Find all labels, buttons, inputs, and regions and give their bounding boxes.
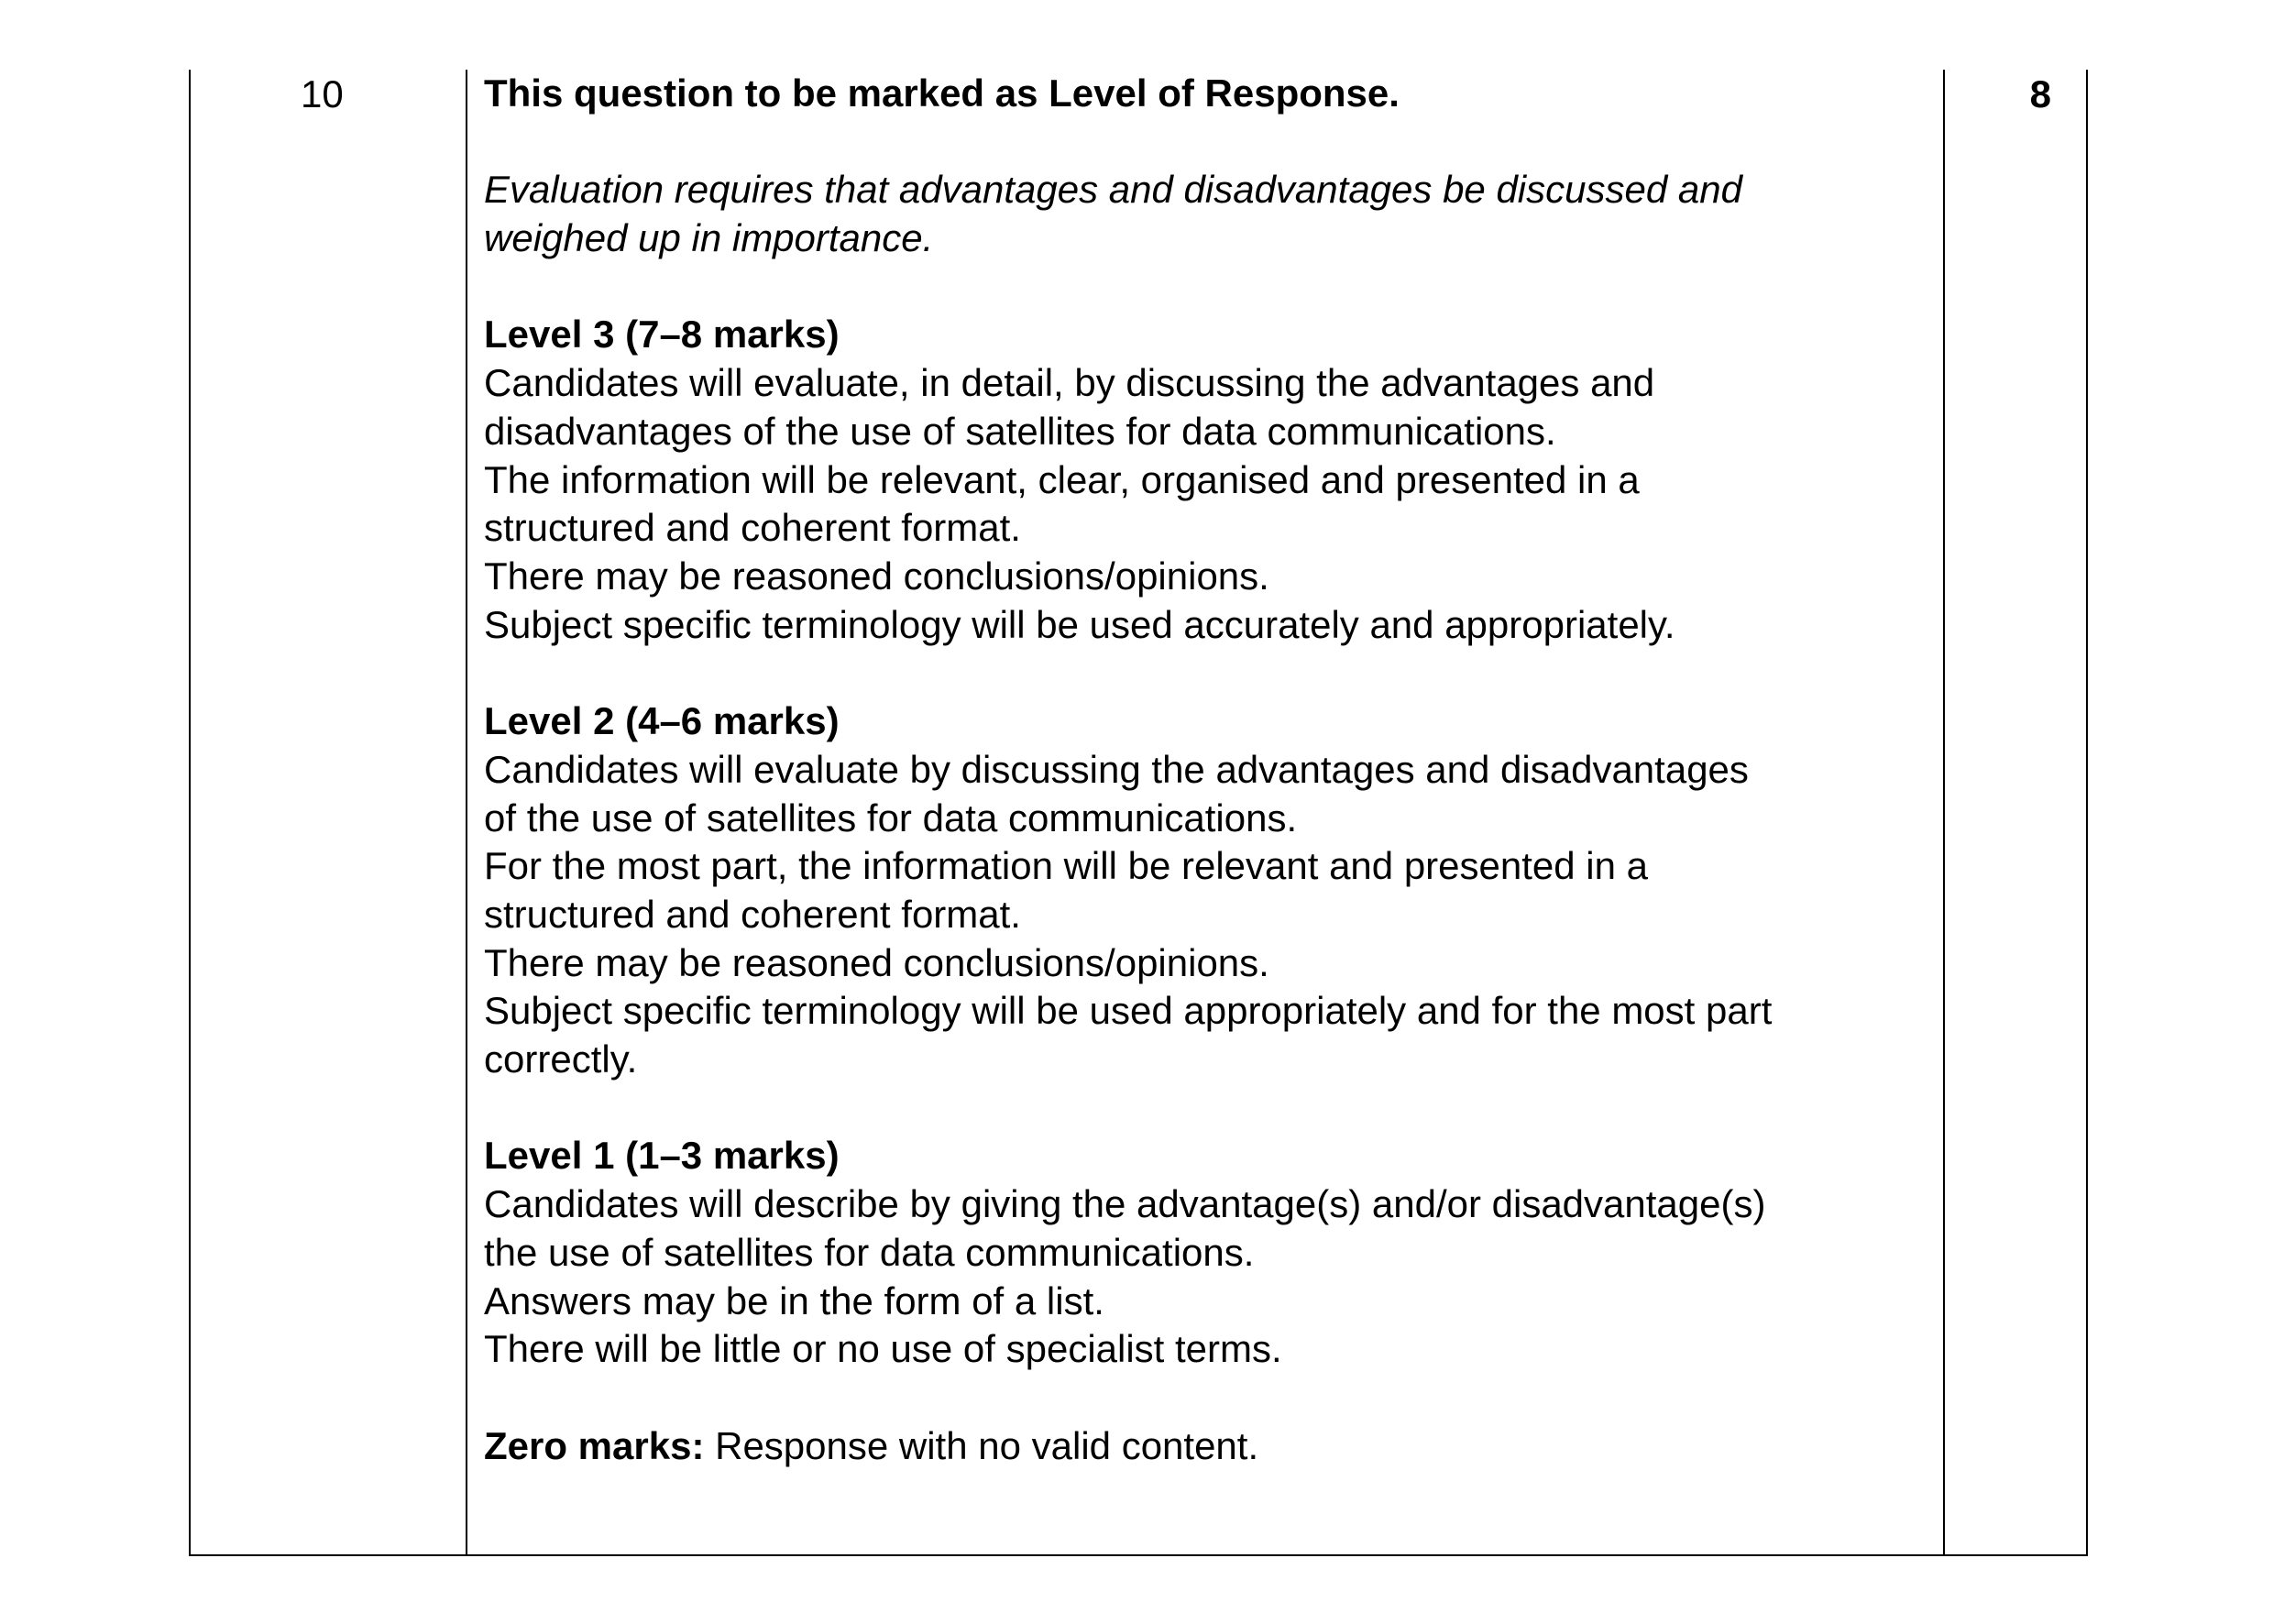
level-3-line: structured and coherent format. — [484, 506, 1021, 550]
level-1-heading: Level 1 (1–3 marks) — [484, 1134, 840, 1178]
level-2-line: Candidates will evaluate by discussing the advantages and disadvantages — [484, 747, 1749, 791]
level-2-line: For the most part, the information will be relevant and presented in a — [484, 844, 1649, 888]
level-1-line: There will be little or no use of specialist terms. — [484, 1327, 1282, 1371]
zero-marks-text: Response with no valid content. — [704, 1423, 1259, 1467]
mark-scheme-table — [189, 70, 2088, 1556]
level-3-line: Candidates will evaluate, in detail, by discussing the advantages and — [484, 361, 1655, 405]
level-3-heading: Level 3 (7–8 marks) — [484, 313, 840, 357]
level-3-line: The information will be relevant, clear, organised and presented in a — [484, 457, 1640, 501]
level-3-line: There may be reasoned conclusions/opinions. — [484, 554, 1269, 598]
level-1-line: the use of satellites for data communications. — [484, 1230, 1255, 1274]
level-3-line: Subject specific terminology will be used accurately and appropriately. — [484, 602, 1675, 646]
level-2-heading: Level 2 (4–6 marks) — [484, 699, 840, 743]
level-2-line: Subject specific terminology will be used appropriately and for the most part — [484, 989, 1773, 1033]
zero-marks-label: Zero marks: — [484, 1423, 705, 1467]
level-3-line: disadvantages of the use of satellites for data communications. — [484, 409, 1556, 453]
level-2-line: of the use of satellites for data communications. — [484, 796, 1298, 839]
marking-instruction: This question to be marked as Level of Response. — [484, 71, 1400, 115]
level-1-line: Answers may be in the form of a list. — [484, 1278, 1104, 1322]
evaluation-note-line-1: Evaluation requires that advantages and disadvantages be discussed and — [484, 168, 1742, 212]
column-divider-left — [466, 70, 467, 1554]
level-2-line: structured and coherent format. — [484, 892, 1021, 936]
total-marks: 8 — [2029, 72, 2051, 115]
question-number: 10 — [301, 72, 344, 115]
zero-marks-line — [484, 1422, 1941, 1471]
level-2-line: correctly. — [484, 1037, 638, 1081]
level-2-line: There may be reasoned conclusions/opinions. — [484, 940, 1269, 984]
column-divider-right — [1943, 70, 1945, 1554]
level-1-line: Candidates will describe by giving the advantage(s) and/or disadvantage(s) — [484, 1182, 1766, 1226]
evaluation-note-line-2: weighed up in importance. — [484, 216, 934, 260]
answer-guidance — [484, 70, 1941, 1470]
